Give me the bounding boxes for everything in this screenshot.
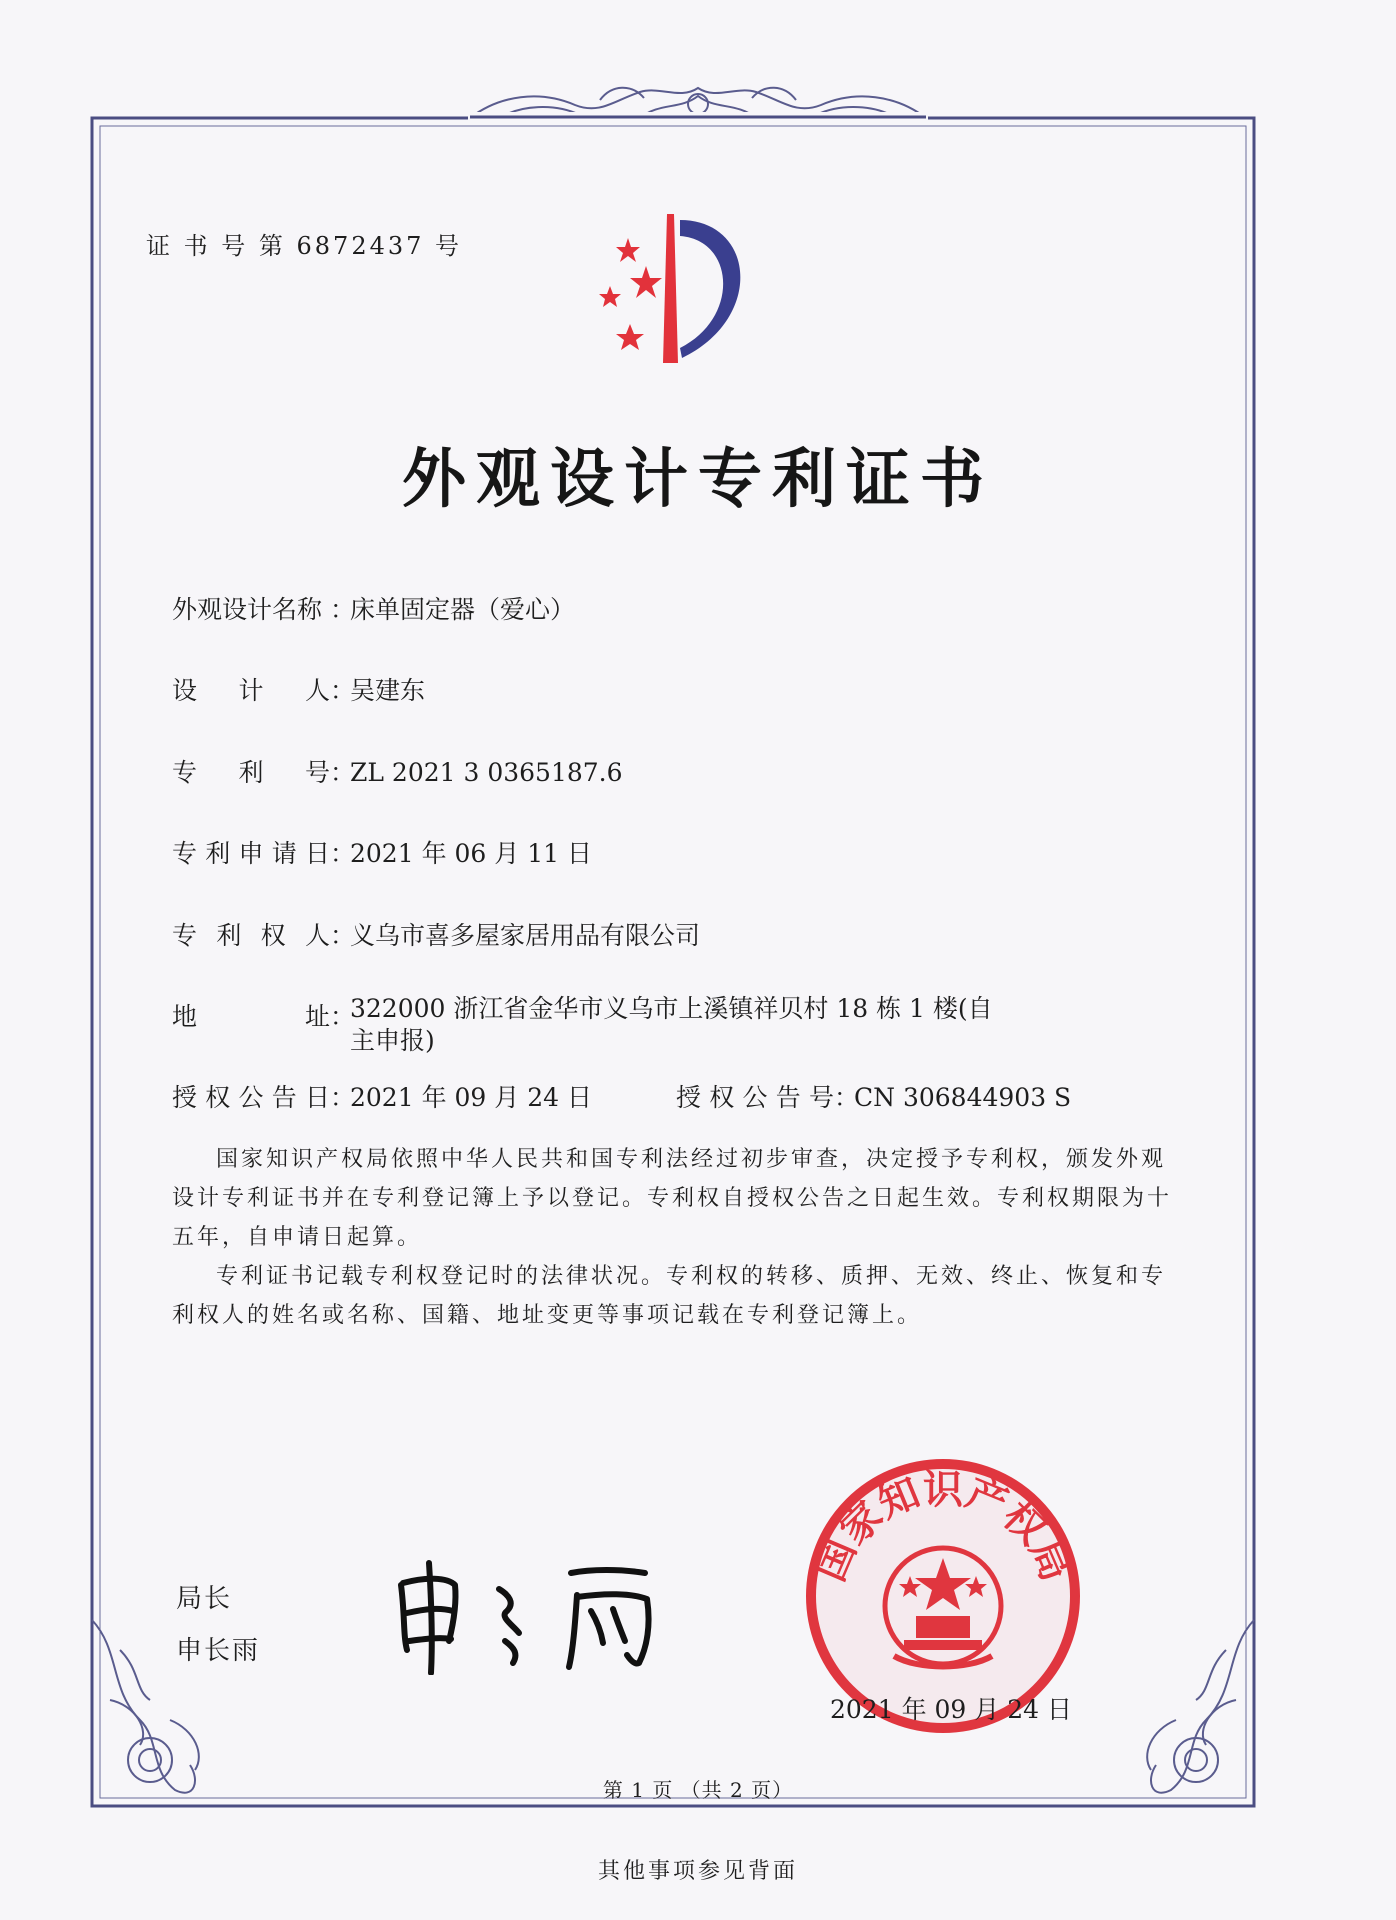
certificate-number: 证 书 号 第 6872437 号	[146, 232, 463, 260]
field-value: 吴建东	[350, 676, 426, 705]
field-colon: ：	[330, 1002, 356, 1031]
field-design-name	[172, 590, 575, 626]
field-label: 授权公告日	[172, 1083, 330, 1112]
field-application-date	[172, 834, 592, 870]
field-colon: ：	[330, 595, 356, 624]
field-value: 2021 年 09 月 24 日	[350, 1083, 592, 1112]
field-address	[172, 994, 1010, 1057]
field-grant-announcement-number	[676, 1078, 1071, 1114]
field-colon: ：	[330, 758, 356, 787]
field-label: 授权公告号	[676, 1083, 834, 1112]
field-grant-announcement-date	[172, 1078, 592, 1114]
page-title: 外观设计专利证书	[402, 442, 994, 517]
field-value: ZL 2021 3 0365187.6	[350, 758, 623, 787]
field-value: 床单固定器（爱心）	[350, 595, 576, 624]
field-colon: ：	[330, 676, 356, 705]
body-paragraph-1: 国家知识产权局依照中华人民共和国专利法经过初步审查，决定授予专利权，颁发外观设计专利证书并在专利登记簿上予以登记。专利权自授权公告之日起生效。专利权期限为十五年，自申请日起算。	[172, 1147, 1173, 1250]
signatory-name: 申长雨	[176, 1636, 261, 1666]
body-paragraph-2: 专利证书记载专利权登记时的法律状况。专利权的转移、质押、无效、终止、恢复和专利权人的姓名或名称、国籍、地址变更等事项记载在专利登记簿上。	[172, 1264, 1167, 1328]
field-value: 322000 浙江省金华市义乌市上溪镇祥贝村 18 栋 1 楼(自主申报)	[350, 994, 993, 1055]
field-label: 设计人	[172, 676, 330, 705]
seal-date: 2021 年 09 月 24 日	[830, 1695, 1072, 1724]
field-value: 义乌市喜多屋家居用品有限公司	[350, 921, 701, 950]
field-label: 外观设计名称	[172, 595, 323, 624]
field-label: 专利号	[172, 758, 330, 787]
footer-note: 其他事项参见背面	[597, 1859, 798, 1884]
field-value: CN 306844903 S	[854, 1083, 1072, 1112]
field-patentee	[172, 916, 700, 952]
field-colon: ：	[834, 1083, 860, 1112]
corner-ornament-right-icon	[1147, 1620, 1254, 1793]
field-label: 专利权人	[172, 921, 330, 950]
field-colon: ：	[330, 1083, 356, 1112]
field-label: 专利申请日	[172, 839, 330, 868]
field-patent-number	[172, 753, 623, 789]
field-colon: ：	[330, 921, 356, 950]
field-colon: ：	[330, 839, 356, 868]
seal-text: 国家知识产权局	[806, 1466, 1080, 1588]
signatory-title: 局长	[176, 1584, 233, 1614]
field-label: 地址	[172, 1002, 330, 1031]
handwritten-signature-icon	[395, 1555, 680, 1675]
cnipa-logo-icon	[570, 208, 780, 368]
field-designer	[172, 671, 425, 707]
page-number: 第 1 页 （共 2 页）	[602, 1778, 794, 1802]
field-value: 2021 年 06 月 11 日	[350, 839, 592, 868]
